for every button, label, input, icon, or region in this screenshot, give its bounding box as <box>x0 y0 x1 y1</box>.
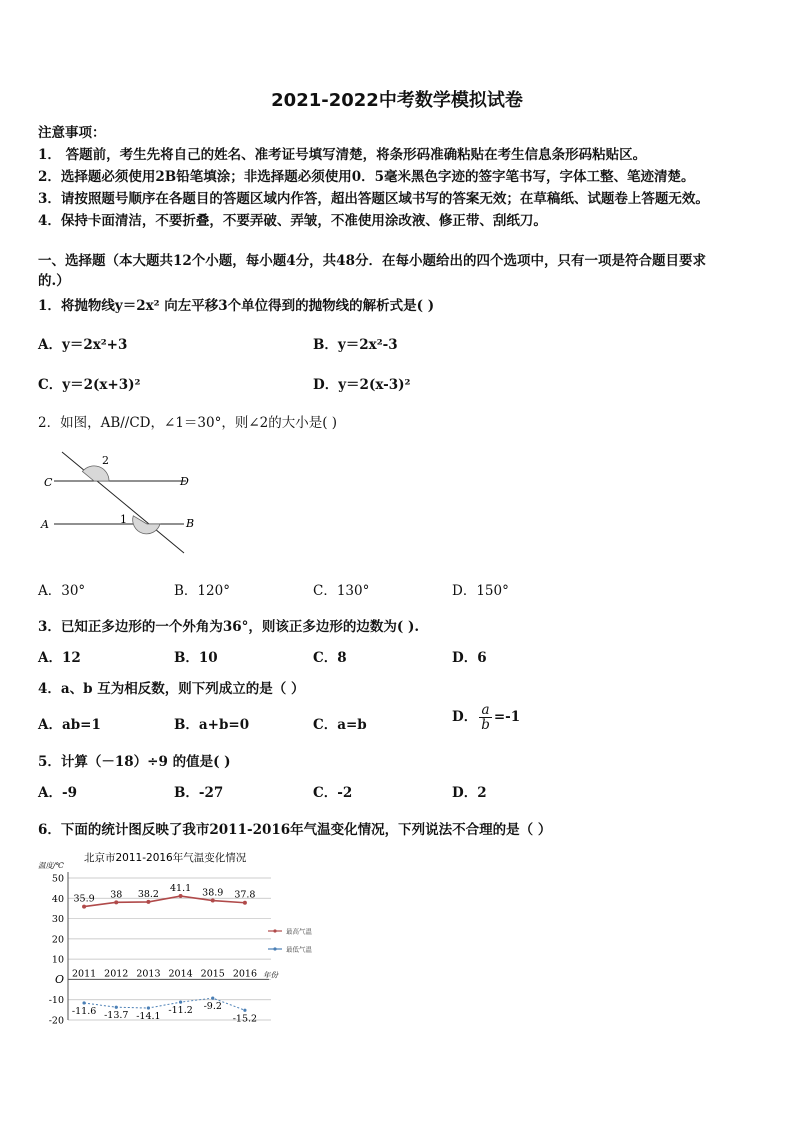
chart-point <box>179 1001 182 1004</box>
chart-data-label: -9.2 <box>203 1001 222 1013</box>
chart-data-label: 41.1 <box>170 883 192 895</box>
chart-x-tick-label: 2013 <box>136 968 161 980</box>
chart-legend-marker <box>273 929 276 932</box>
chart-x-tick-label: 2012 <box>104 968 129 980</box>
chart-x-axis-label: 年份 <box>263 970 278 980</box>
notice-item-1: 1． 答题前，考生先将自己的姓名、准考证号填写清楚，将条形码准确粘贴在考生信息条形码粘贴区。 <box>38 147 647 163</box>
chart-data-label: 38.2 <box>137 888 159 900</box>
chart-y-tick-label: 10 <box>51 954 64 966</box>
chart-point <box>211 899 215 903</box>
question-5-option-b[interactable]: B．-27 <box>174 785 224 801</box>
chart-point <box>114 900 118 904</box>
angle-1-arc <box>133 516 160 534</box>
question-4-option-c[interactable]: C．a=b <box>313 717 367 733</box>
chart-point <box>243 901 247 905</box>
section-heading-line2: 的.） <box>38 273 70 289</box>
chart-y-tick-label: -20 <box>48 1015 64 1027</box>
transversal-line <box>62 452 184 553</box>
question-5-option-a[interactable]: A．-9 <box>38 785 77 801</box>
chart-y-tick-label: 50 <box>51 873 64 885</box>
question-1-option-c[interactable]: C．y＝2(x+3)² <box>38 377 141 393</box>
question-3-option-a[interactable]: A．12 <box>38 650 81 666</box>
question-2-figure <box>36 448 206 558</box>
chart-data-label: -11.6 <box>71 1005 97 1017</box>
angle-2-arc <box>82 466 109 481</box>
chart-y-tick-label: -10 <box>48 995 64 1007</box>
chart-point <box>147 1006 150 1009</box>
label-angle-1: 1 <box>120 513 127 526</box>
chart-title: 北京市2011-2016年气温变化情况 <box>84 852 247 864</box>
label-a: A <box>41 518 49 531</box>
chart-y-tick-label: O <box>54 972 64 986</box>
question-5-option-c[interactable]: C．-2 <box>313 785 353 801</box>
chart-x-tick-label: 2015 <box>200 968 225 980</box>
chart-point <box>115 1006 118 1009</box>
chart-y-tick-label: 30 <box>51 914 64 926</box>
chart-data-label: 35.9 <box>73 893 95 905</box>
chart-x-tick-label: 2014 <box>168 968 193 980</box>
question-1-option-b[interactable]: B．y＝2x²-3 <box>313 337 398 353</box>
question-2-option-b[interactable]: B．120° <box>174 583 230 599</box>
chart-point <box>211 996 214 999</box>
question-4-option-d-prefix: D． <box>452 709 478 725</box>
question-2-stem: 2．如图，AB//CD，∠1＝30°，则∠2的大小是( ) <box>38 415 338 431</box>
question-2-option-d[interactable]: D．150° <box>452 583 509 599</box>
chart-y-tick-label: 20 <box>51 934 64 946</box>
question-3-option-c[interactable]: C．8 <box>313 650 347 666</box>
question-3-option-b[interactable]: B．10 <box>174 650 218 666</box>
chart-data-label: 38 <box>110 889 123 901</box>
chart-point <box>82 1001 85 1004</box>
label-angle-2: 2 <box>102 454 109 467</box>
question-5-stem: 5．计算（－18）÷9 的值是( ) <box>38 754 231 770</box>
question-4-option-a[interactable]: A．ab=1 <box>38 717 101 733</box>
question-3-stem: 3．已知正多边形的一个外角为36°，则该正多边形的边数为( ). <box>38 619 420 635</box>
notice-item-4: 4．保持卡面清洁，不要折叠，不要弄破、弄皱，不准使用涂改液、修正带、刮纸刀。 <box>38 213 547 229</box>
notice-item-3: 3．请按照题号顺序在各题目的答题区域内作答，超出答题区域书写的答案无效；在草稿纸、试题卷上答题无效。 <box>38 191 709 207</box>
temperature-line-chart <box>36 848 346 1028</box>
question-3-option-d[interactable]: D．6 <box>452 650 487 666</box>
page-title: 2021-2022中考数学模拟试卷 <box>271 90 523 111</box>
question-1-option-a[interactable]: A．y＝2x²+3 <box>38 337 128 353</box>
chart-legend-label: 最高气温 <box>286 927 312 936</box>
chart-data-label: 38.9 <box>202 887 224 899</box>
chart-legend-marker <box>273 947 276 950</box>
chart-y-axis-label: 温度/℃ <box>38 861 64 870</box>
question-4-stem: 4．a、b 互为相反数，则下列成立的是（ ） <box>38 681 305 697</box>
chart-data-label: 37.8 <box>234 889 256 901</box>
chart-point <box>243 1009 246 1012</box>
question-4-option-b[interactable]: B．a+b=0 <box>174 717 250 733</box>
chart-data-label: -13.7 <box>104 1010 129 1022</box>
chart-data-label: -14.1 <box>136 1011 161 1023</box>
question-1-option-d[interactable]: D．y＝2(x-3)² <box>313 377 411 393</box>
chart-point <box>179 894 183 898</box>
notice-heading: 注意事项： <box>38 125 106 141</box>
question-4-option-d[interactable] <box>452 703 520 732</box>
question-2-option-a[interactable]: A．30° <box>38 583 86 599</box>
chart-point <box>82 905 86 909</box>
fraction-a-over-b <box>479 703 492 732</box>
label-b: B <box>186 517 195 530</box>
fraction-denominator: b <box>481 717 490 733</box>
chart-data-label: -15.2 <box>232 1013 258 1025</box>
notice-item-2: 2．选择题必须使用2B铅笔填涂；非选择题必须使用0．5毫米黑色字迹的签字笔书写，字体工整、笔迹清楚。 <box>38 169 695 185</box>
chart-point <box>146 900 150 904</box>
question-5-option-d[interactable]: D．2 <box>452 785 487 801</box>
section-heading-line1: 一、选择题（本大题共12个小题，每小题4分，共48分．在每小题给出的四个选项中，只有一项是符合题目要求 <box>38 253 706 269</box>
question-1-stem: 1．将抛物线y＝2x² 向左平移3个单位得到的抛物线的解析式是( ) <box>38 298 435 314</box>
chart-y-tick-label: 40 <box>51 893 64 905</box>
label-c: C <box>44 476 53 489</box>
chart-data-label: -11.2 <box>168 1005 193 1017</box>
label-d: D <box>180 475 189 488</box>
chart-x-tick-label: 2016 <box>232 968 258 980</box>
chart-x-tick-label: 2011 <box>71 968 97 980</box>
chart-legend-label: 最低气温 <box>286 945 312 954</box>
fraction-numerator: a <box>479 703 492 718</box>
question-6-stem: 6．下面的统计图反映了我市2011-2016年气温变化情况，下列说法不合理的是（ ） <box>38 822 552 838</box>
question-4-option-d-suffix: =-1 <box>493 709 521 725</box>
question-2-option-c[interactable]: C．130° <box>313 583 370 599</box>
